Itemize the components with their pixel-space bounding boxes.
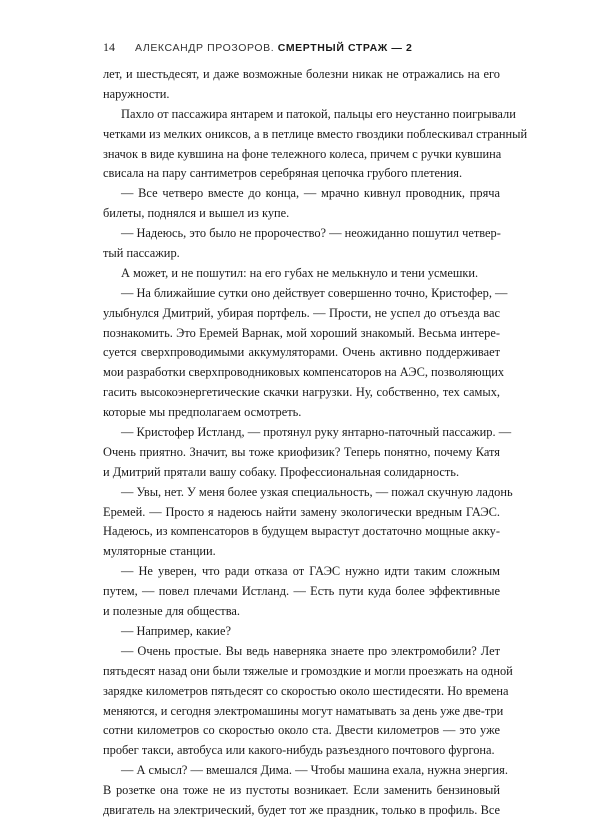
text-line: значок в виде кувшина на фоне тележного колеса, причем с ручки кувшина bbox=[103, 146, 502, 161]
text-line: улыбнулся Дмитрий, убирая портфель. — Прости, не успел до отъезда вас bbox=[103, 305, 500, 320]
author-name: АЛЕКСАНДР ПРОЗОРОВ. bbox=[135, 42, 275, 54]
page-number: 14 bbox=[103, 40, 115, 54]
text-line: билеты, поднялся и вышел из купе. bbox=[103, 206, 290, 221]
text-line: двигатель на электрический, будет тот же праздник, только в профиль. Все bbox=[103, 802, 500, 817]
text-line: свисала на пару сантиметров серебряная цепочка грубого плетения. bbox=[103, 166, 463, 181]
text-line: тый пассажир. bbox=[103, 246, 180, 261]
text-line: гасить высокоэнергетические скачки нагрузки. Ну, собственно, тех самых, bbox=[103, 385, 500, 400]
book-title: СМЕРТНЫЙ СТРАЖ — 2 bbox=[277, 42, 413, 54]
text-line: — Все четверо вместе до конца, — мрачно кивнул проводник, пряча bbox=[121, 186, 500, 201]
text-line: наружности. bbox=[103, 86, 170, 101]
text-line: Надеюсь, из компенсаторов в будущем вырастут достаточно мощные акку- bbox=[103, 524, 500, 539]
text-line: четками из мелких ониксов, а в петлице вместо гвоздики поблескивал странный bbox=[103, 126, 528, 141]
running-header bbox=[103, 40, 523, 56]
text-line: меняются, и сегодня электромашины могут наматывать за день уже две-три bbox=[103, 703, 504, 718]
text-line: — Не уверен, что ради отказа от ГАЭС нужно идти таким сложным bbox=[121, 564, 500, 579]
running-title bbox=[135, 42, 412, 54]
text-line: пробег такси, автобуса или какого-нибудь разъездного почтового фургона. bbox=[103, 743, 495, 758]
text-line: лет, и шестьдесят, и даже возможные болезни никак не отражались на его bbox=[103, 67, 500, 81]
text-line: — На ближайшие сутки оно действует совершенно точно, Кристофер, — bbox=[121, 285, 508, 300]
text-line: Пахло от пассажира янтарем и патокой, пальцы его неустанно поигрывали bbox=[121, 106, 516, 121]
text-line: мои разработки сверхпроводниковых компенсаторов на АЭС, позволяющих bbox=[103, 365, 505, 380]
text-line: — Например, какие? bbox=[121, 623, 231, 638]
text-line: А может, и не пошутил: на его губах не мелькнуло и тени усмешки. bbox=[121, 265, 479, 280]
text-line: — Очень простые. Вы ведь наверняка знаете про электромобили? Лет bbox=[121, 643, 500, 658]
text-line: — А смысл? — вмешался Дима. — Чтобы машина ехала, нужна энергия. bbox=[121, 763, 508, 778]
body-text bbox=[103, 65, 528, 821]
text-line: В розетке она тоже не из пустоты возникает. Если заменить бензиновый bbox=[103, 783, 500, 798]
text-line: муляторные станции. bbox=[103, 544, 216, 559]
text-line: сотни километров со скоростью около ста. Двести километров — это уже bbox=[103, 723, 500, 738]
text-line: пятьдесят назад они были тяжелые и громоздкие и могли проезжать на одной bbox=[103, 663, 513, 678]
text-line: познакомить. Это Еремей Варнак, мой хороший знакомый. Весьма интере- bbox=[103, 325, 500, 340]
text-line: суется сверхпроводимыми аккумуляторами. Очень активно поддерживает bbox=[103, 345, 500, 360]
text-line: и Дмитрий прятали вашу собаку. Профессиональная солидарность. bbox=[103, 464, 460, 479]
text-line: путем, — повел плечами Истланд. — Есть пути куда более эффективные bbox=[103, 584, 500, 599]
text-line: и полезные для общества. bbox=[103, 604, 241, 619]
text-line: Очень приятно. Значит, вы тоже криофизик? Теперь понятно, почему Катя bbox=[103, 444, 500, 459]
text-line: зарядке километров пятьдесят со скоростью около шестидесяти. Но времена bbox=[103, 683, 509, 698]
text-line: Еремей. — Просто я надеюсь найти замену экологически вредным ГАЭС. bbox=[103, 504, 500, 519]
text-line: — Увы, нет. У меня более узкая специальность, — пожал скучную ладонь bbox=[121, 484, 513, 499]
text-line: — Надеюсь, это было не пророчество? — неожиданно пошутил четвер- bbox=[121, 226, 501, 241]
text-line: — Кристофер Истланд, — протянул руку янтарно-паточный пассажир. — bbox=[121, 425, 512, 440]
text-line: которые мы предполагаем осмотреть. bbox=[103, 405, 302, 420]
